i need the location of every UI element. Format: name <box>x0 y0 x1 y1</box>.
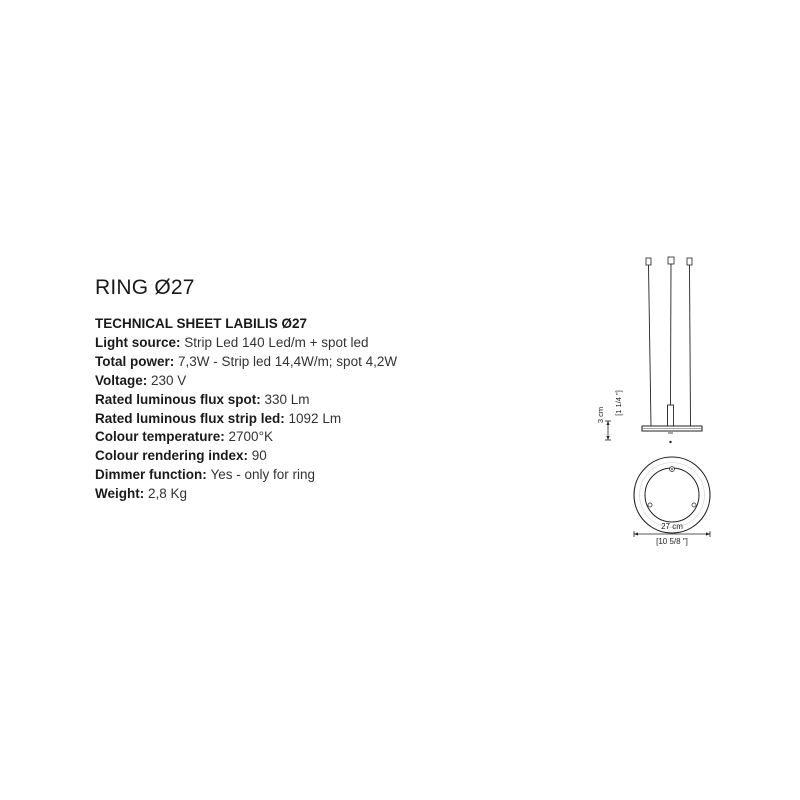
spec-value: 1092 Lm <box>288 410 342 426</box>
spec-label: Rated luminous flux strip led <box>95 410 281 426</box>
spec-value: 230 V <box>151 372 187 388</box>
spec-row <box>95 391 397 410</box>
technical-drawing <box>590 250 720 550</box>
spec-row <box>95 447 397 466</box>
width-cm-label: 27 cm <box>661 522 683 531</box>
product-title: RING Ø27 <box>95 276 195 299</box>
spec-separator: : <box>220 429 229 445</box>
spec-label: Total power <box>95 353 170 369</box>
spec-separator: : <box>243 448 252 464</box>
spec-separator: : <box>256 391 265 407</box>
spec-separator: : <box>169 353 179 369</box>
spec-label: Voltage <box>95 372 143 388</box>
width-in-label: [10 5/8 "] <box>656 537 688 546</box>
ring-profile <box>642 426 702 443</box>
spec-row <box>95 372 397 391</box>
spec-separator: : <box>142 372 152 388</box>
suspension-cables <box>646 257 692 426</box>
spec-label: Weight <box>95 486 140 502</box>
spec-label: Colour rendering index <box>95 448 244 464</box>
spec-row <box>95 353 397 372</box>
height-in-label: [1 1/4 "] <box>614 390 623 416</box>
spec-label: Rated luminous flux spot <box>95 391 257 407</box>
height-cm-label: 3 cm <box>596 406 605 424</box>
spec-row <box>95 410 397 429</box>
spec-value: Yes - only for ring <box>210 467 316 483</box>
spec-label: Dimmer function <box>95 467 203 483</box>
spec-label: Light source <box>95 334 177 350</box>
spec-separator: : <box>280 410 289 426</box>
spec-row <box>95 485 397 504</box>
spec-value: 90 <box>251 448 267 464</box>
spec-separator: : <box>139 486 148 502</box>
spec-label: Colour temperature <box>95 429 221 445</box>
spec-value: 7,3W - Strip led 14,4W/m; spot 4,2W <box>178 353 398 369</box>
spec-row <box>95 334 397 353</box>
spec-value: 2,8 Kg <box>148 486 188 502</box>
spec-value: Strip Led 140 Led/m + spot led <box>184 334 369 350</box>
spec-value: 2700°K <box>228 429 273 445</box>
height-dimension <box>605 421 611 440</box>
technical-sheet <box>95 315 397 504</box>
spec-separator: : <box>176 334 185 350</box>
spec-value: 330 Lm <box>264 391 310 407</box>
spec-separator: : <box>202 467 211 483</box>
spec-row <box>95 428 397 447</box>
spec-row <box>95 466 397 485</box>
technical-sheet-heading: TECHNICAL SHEET LABILIS Ø27 <box>95 316 308 331</box>
